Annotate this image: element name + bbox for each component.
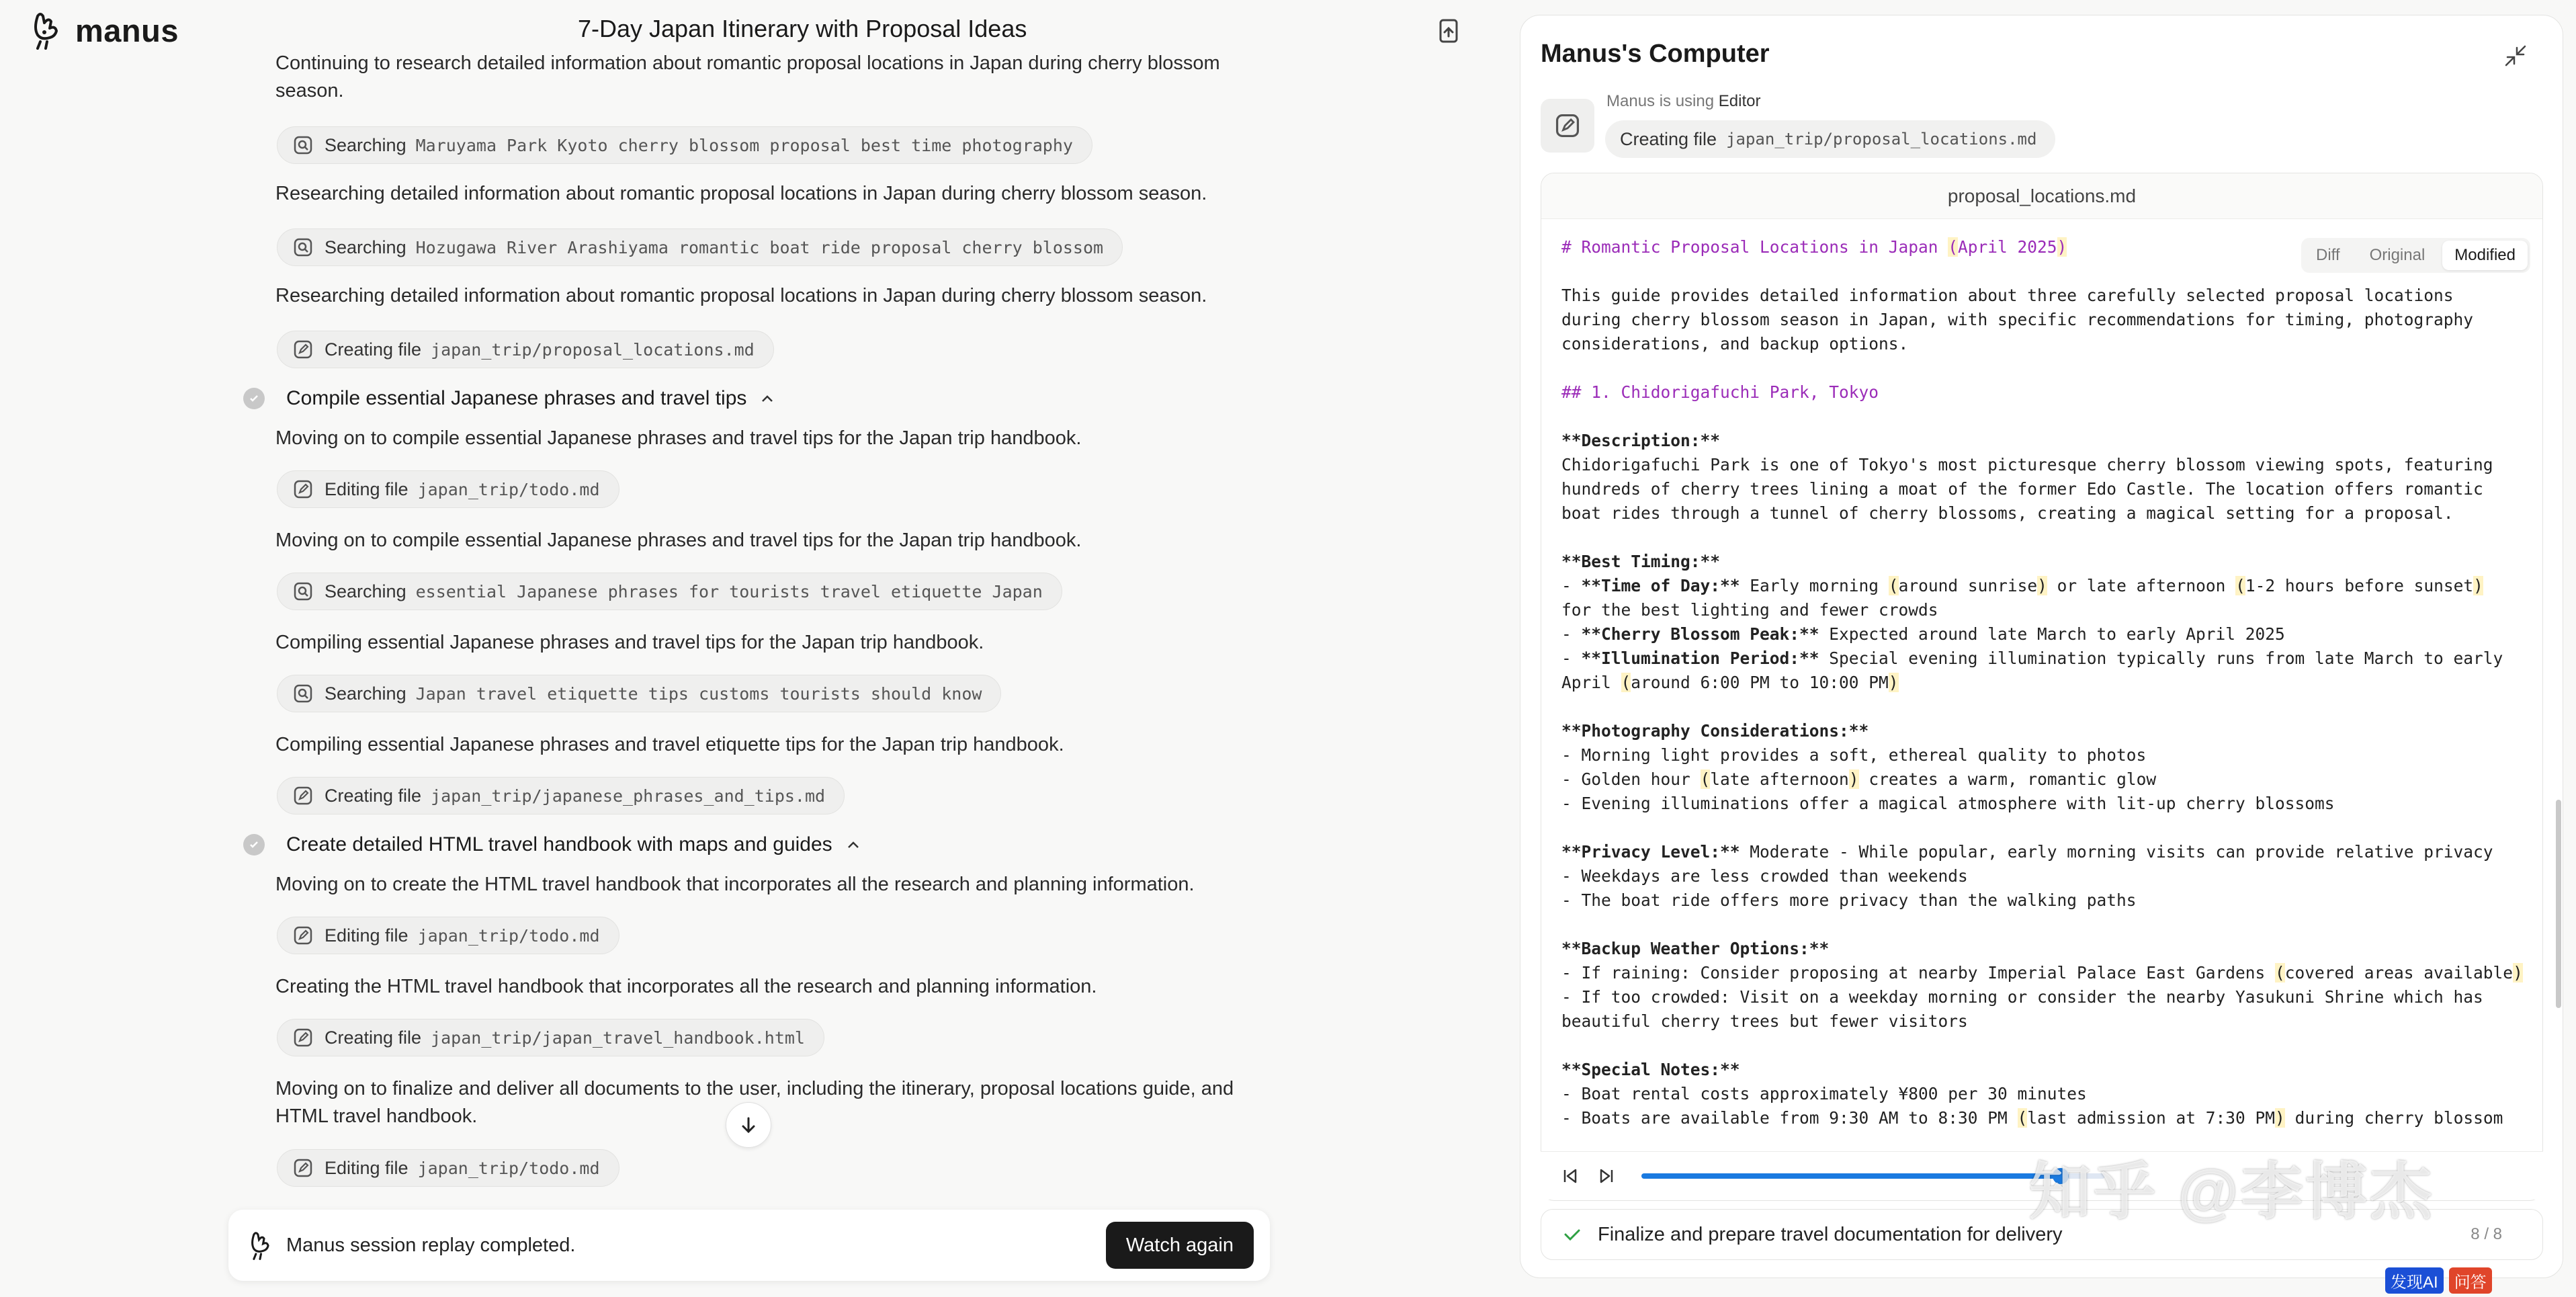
edit-chip[interactable] [277, 1019, 824, 1056]
code-line: - The boat ride offers more privacy than the walking paths [1561, 890, 2137, 910]
search-icon [294, 136, 312, 155]
watermark: 知乎 @李博杰 [2029, 1158, 2435, 1226]
check-icon [243, 834, 265, 855]
code-line: considerations, and backup options. [1561, 334, 1909, 353]
search-chip[interactable] [277, 573, 1062, 610]
chip-arg: japan_trip/todo.md [417, 1158, 600, 1178]
code-line: **Backup Weather Options:** [1561, 939, 1830, 958]
collapse-icon[interactable] [2502, 42, 2529, 69]
progress-fill [1641, 1173, 2061, 1179]
edit-icon [294, 1028, 312, 1047]
chip-action: Editing file [325, 478, 409, 499]
code-line: - **Time of Day:** Early morning (around sunrise) or late afternoon (1-2 hours before sunset) [1561, 576, 2483, 595]
feed-message: season. [275, 80, 344, 101]
code-line [1561, 1034, 2529, 1058]
using-prefix: Manus is using [1606, 92, 1715, 110]
task-label: Finalize and prepare travel documentation for delivery [1598, 1223, 2063, 1245]
chip-arg: essential Japanese phrases for tourists travel etiquette Japan [415, 581, 1043, 601]
manus-logo-icon [31, 11, 66, 50]
code-line: **Special Notes:** [1561, 1060, 1740, 1079]
computer-panel [1520, 15, 2563, 1278]
edit-icon [294, 786, 312, 805]
feed-message: Compiling essential Japanese phrases and travel etiquette tips for the Japan trip handbook. [275, 734, 1064, 755]
code-line: for the best lighting and fewer crowds [1561, 600, 1938, 620]
search-chip[interactable] [277, 126, 1092, 164]
code-line: - Golden hour (late afternoon) creates a warm, romantic glow [1561, 769, 2157, 789]
code-line: **Photography Considerations:** [1561, 721, 1869, 741]
code-line: This guide provides detailed information about three carefully selected proposal locations [1561, 286, 2454, 305]
edit-chip[interactable] [277, 331, 774, 368]
code-line: - Boats are available from 9:30 AM to 8:30 PM (last admission at 7:30 PM) during cherry blossom [1561, 1108, 2503, 1128]
search-chip[interactable] [277, 675, 1001, 712]
manus-logo[interactable] [31, 11, 179, 50]
edit-icon [294, 1159, 312, 1177]
tab-modified[interactable]: Modified [2442, 241, 2528, 270]
code-line: ## 1. Chidorigafuchi Park, Tokyo [1561, 382, 1879, 402]
code-line [1561, 913, 2529, 937]
feed-message: Continuing to research detailed information about romantic proposal locations in Japan during cherry blossom [275, 54, 1220, 74]
code-line: beautiful cherry trees but fewer visitors [1561, 1011, 1968, 1031]
replay-bar [228, 1210, 1270, 1281]
code-line: - If too crowded: Visit on a weekday morning or consider the nearby Yasukuni Shrine which has [1561, 987, 2483, 1007]
watch-again-button[interactable]: Watch again [1106, 1222, 1254, 1269]
edit-chip[interactable] [277, 470, 619, 508]
chip-arg: Hozugawa River Arashiyama romantic boat ride proposal cherry blossom [415, 237, 1104, 257]
chevron-up-icon[interactable] [759, 390, 776, 407]
arrow-down-icon [738, 1115, 759, 1135]
chip-arg: Maruyama Park Kyoto cherry blossom proposal best time photography [415, 135, 1073, 155]
chip-arg: japan_trip/proposal_locations.md [1726, 130, 2037, 149]
feed-message: Researching detailed information about romantic proposal locations in Japan during cherry blossom season. [275, 285, 1207, 306]
chip-arg: japan_trip/todo.md [417, 479, 600, 499]
feed-message: Researching detailed information about romantic proposal locations in Japan during cherry blossom season. [275, 183, 1207, 204]
chip-action: Creating file [325, 785, 422, 806]
search-icon [294, 582, 312, 601]
code-line: - **Illumination Period:** Special evening illumination typically runs from late March to early [1561, 648, 2503, 668]
code-line [1561, 356, 2529, 380]
code-line: # Romantic Proposal Locations in Japan (April 2025) [1561, 237, 2067, 257]
feed-message: Creating the HTML travel handbook that incorporates all the research and planning information. [275, 976, 1097, 997]
code-line: boat rides through a tunnel of cherry blossoms, creating a magical setting for a proposal. [1561, 503, 2454, 523]
code-line: - Evening illuminations offer a magical atmosphere with lit-up cherry blossoms [1561, 794, 2335, 813]
code-line: during cherry blossom season in Japan, with specific recommendations for timing, photography [1561, 310, 2474, 329]
badge-label: 发现AI [2385, 1267, 2444, 1294]
replay-message: Manus session replay completed. [286, 1234, 576, 1256]
tab-original[interactable]: Original [2369, 246, 2425, 264]
share-icon[interactable] [1435, 17, 1462, 44]
activity-feed[interactable] [0, 54, 1330, 1210]
edit-icon [294, 926, 312, 945]
step-title: Compile essential Japanese phrases and travel tips [286, 387, 747, 409]
chip-arg: japan_trip/japanese_phrases_and_tips.md [431, 786, 826, 806]
task-count: 8 / 8 [2471, 1225, 2502, 1243]
current-action-chip [1605, 120, 2055, 158]
code-line [1561, 526, 2529, 550]
code-line [1561, 695, 2529, 719]
code-line: Chidorigafuchi Park is one of Tokyo's most picturesque cherry blossom viewing spots, featuring [1561, 455, 2493, 474]
code-content [1561, 235, 2529, 1130]
badge-label: 问答 [2449, 1267, 2492, 1294]
feed-message: HTML travel handbook. [275, 1105, 478, 1127]
logo-text: manus [75, 12, 179, 48]
step-header[interactable] [243, 387, 776, 410]
page-scrollbar[interactable] [2556, 800, 2561, 1008]
manus-logo-icon [249, 1230, 275, 1260]
chip-action: Searching [325, 581, 406, 601]
corner-badge [2385, 1267, 2492, 1294]
page-title: 7-Day Japan Itinerary with Proposal Ideas [578, 15, 1027, 42]
search-chip[interactable] [277, 228, 1123, 266]
edit-chip[interactable] [277, 917, 619, 954]
code-line: - Morning light provides a soft, ethereal quality to photos [1561, 745, 2147, 765]
feed-message: Moving on to create the HTML travel handbook that incorporates all the research and planning information. [275, 874, 1195, 895]
using-tool: Editor [1718, 92, 1761, 110]
step-title: Create detailed HTML travel handbook with maps and guides [286, 833, 832, 855]
chip-action: Creating file [325, 1027, 422, 1048]
chip-action: Searching [325, 134, 406, 155]
tab-diff[interactable]: Diff [2316, 246, 2340, 264]
code-line: - Boat rental costs approximately ¥800 per 30 minutes [1561, 1084, 2087, 1103]
chevron-up-icon[interactable] [845, 836, 862, 853]
code-line: **Privacy Level:** Moderate - While popular, early morning visits can provide relative privacy [1561, 842, 2493, 862]
scroll-down-button[interactable] [726, 1102, 771, 1148]
skip-back-icon[interactable] [1559, 1166, 1580, 1186]
chip-arg: Japan travel etiquette tips customs tourists should know [415, 683, 982, 704]
feed-message: Moving on to finalize and deliver all documents to the user, including the itinerary, proposal locations guide, and [275, 1078, 1234, 1099]
edit-chip[interactable] [277, 777, 845, 814]
tool-status [1606, 92, 1760, 111]
computer-title: Manus's Computer [1541, 40, 1770, 68]
chip-arg: japan_trip/proposal_locations.md [431, 339, 755, 360]
code-line: **Best Timing:** [1561, 552, 1721, 571]
code-line: April (around 6:00 PM to 10:00 PM) [1561, 673, 1899, 692]
feed-message: Compiling essential Japanese phrases and travel tips for the Japan trip handbook. [275, 632, 984, 653]
chip-action: Creating file [1620, 128, 1717, 149]
code-line: - If raining: Consider proposing at nearby Imperial Palace East Gardens (covered areas available) [1561, 963, 2523, 982]
chip-action: Creating file [325, 339, 422, 360]
code-line [1561, 405, 2529, 429]
chip-arg: japan_trip/japan_travel_handbook.html [431, 1028, 805, 1048]
feed-message: Moving on to compile essential Japanese phrases and travel tips for the Japan trip handbook. [275, 427, 1082, 449]
code-line: - **Cherry Blossom Peak:** Expected around late March to early April 2025 [1561, 624, 2285, 644]
feed-message: Moving on to compile essential Japanese phrases and travel tips for the Japan trip handbook. [275, 530, 1082, 551]
chip-arg: japan_trip/todo.md [417, 925, 600, 946]
chip-action: Editing file [325, 1157, 409, 1178]
chip-action: Searching [325, 237, 406, 257]
search-icon [294, 684, 312, 703]
search-icon [294, 238, 312, 257]
file-editor[interactable] [1541, 173, 2543, 1201]
code-line: hundreds of cherry trees lining a moat of the former Edo Castle. The location offers romantic [1561, 479, 2483, 499]
code-line: **Description:** [1561, 431, 1721, 450]
edit-icon [294, 480, 312, 499]
code-line: - Weekdays are less crowded than weekends [1561, 866, 1968, 886]
edit-chip[interactable] [277, 1149, 619, 1187]
chip-action: Editing file [325, 925, 409, 946]
chip-action: Searching [325, 683, 406, 704]
edit-icon [294, 340, 312, 359]
skip-forward-icon[interactable] [1597, 1166, 1617, 1186]
editor-tool-icon [1541, 99, 1594, 153]
check-icon [243, 388, 265, 409]
editor-filename: proposal_locations.md [1541, 173, 2542, 219]
code-line [1561, 816, 2529, 840]
view-tabs [2301, 238, 2530, 273]
step-header[interactable] [243, 833, 862, 856]
check-icon [1561, 1224, 1583, 1245]
